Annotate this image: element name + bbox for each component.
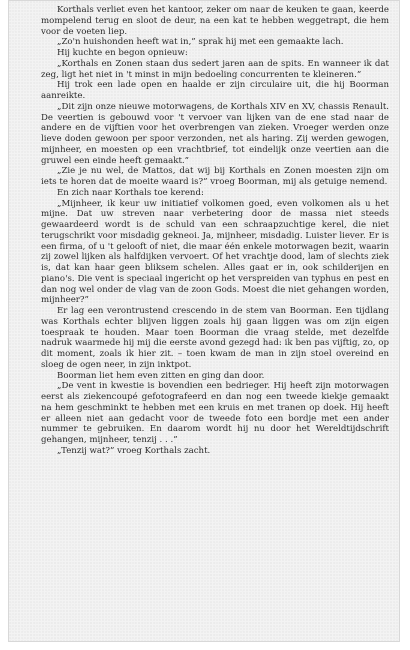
paragraph: En zich naar Korthals toe kerend: xyxy=(57,187,204,198)
paragraph: Boorman liet hem even zitten en ging dan door. xyxy=(57,370,265,381)
paragraph: Korthals verliet even het kantoor, zeker om naar de keuken te gaan, keerde mompelend terug en sloot de deur, na een kat te hebben weggetrapt, die hem voor de voeten liep. xyxy=(41,5,389,37)
paragraph: Hij kuchte en begon opnieuw: xyxy=(57,48,188,58)
page-body-text xyxy=(41,5,389,457)
paragraph: „Zie je nu wel, de Mattos, dat wij bij Korthals en Zonen moesten zijn om iets te horen dat de moeite waard is?” vroeg Boorman, mij als getuige nemend. xyxy=(41,166,389,187)
paragraph: „Zo'n huishonden heeft wat in,” sprak hij met een gemaakte lach. xyxy=(57,37,344,48)
paragraph: „De vent in kwestie is bovendien een bedrieger. Hij heeft zijn motorwagen eerst als ziekencoupé gefotografeerd en dan nog een tweede kiekje gemaakt na hem geschminkt te hebben met een kruis en met tranen op doek. Hij heeft er alleen niet aan gedacht voor de tweede foto een bordje met een ander nummer te gebruiken. En daarom wordt hij nu door het Wereldtijdschrift gehangen, mijnheer, tenzij . . .” xyxy=(41,381,389,445)
paragraph: „Korthals en Zonen staan dus sedert jaren aan de spits. En wanneer ik dat zeg, ligt het niet in 't minst in mijn bedoeling concurrenten te kleineren.” xyxy=(41,58,389,80)
paragraph: Er lag een verontrustend crescendo in de stem van Boorman. Een tijdlang was Korthals echter blijven liggen zoals hij gaan liggen was om zijn eigen toespraak te houden. Maar toen Boorman die vraag stelde, met dezelfde nadruk waarmede hij mij die eerste avond gezegd had: ik ben pas vijftig, zo, op dit moment, zoals ik hier zit. – toen kwam de man in zijn stoel overeind en sloeg de ogen neer, in zijn inktpot. xyxy=(41,306,389,370)
paragraph: „Mijnheer, ik keur uw initiatief volkomen goed, even volkomen als u het mijne. Dat uw streven naar verbetering door de massa niet steeds gewaardeerd wordt is de schuld van een schraapzuchtige kerel, die niet terugschrikt voor misdadig gekneoi. Ja, mijnheer, misdadig. Luister liever. Er is een firma, of u 't gelooft of niet, die maar één enkele motorwagen bezit, waarin zij zowel lijken als halfdijken vervoert. Of het vrachtje dood, lam of slechts ziek is, dat kan haar geen bliksem schelen. Alles gaat er in, ook schilderijen en piano's. Die vent is speciaal ingericht op het verspreiden van typhus en pest en dan nog wel onder de vlag van de zoon Gods. Moest die niet gehangen worden, mijnheer?” xyxy=(41,198,389,306)
scanned-page xyxy=(8,0,400,642)
paragraph: „Dit zijn onze nieuwe motorwagens, de Korthals XIV en XV, chassis Renault. De veertien is gebouwd voor 't vervoer van lijken van de ene stad naar de andere en de vijftien voor het overbrengen van zieken. Vroeger werden onze lieve doden gewoon per spoor verzonden, net als haring. Zij werden gewogen, mijnheer, en moesten op een vrachtbrief, tot eindelijk onze veertien aan die gruwel een einde heeft gemaakt.” xyxy=(41,101,389,166)
paragraph: Hij trok een lade open en haalde er zijn circulaire uit, die hij Boorman aanreikte. xyxy=(41,80,389,101)
paragraph: „Tenzij wat?” vroeg Korthals zacht. xyxy=(57,445,211,456)
